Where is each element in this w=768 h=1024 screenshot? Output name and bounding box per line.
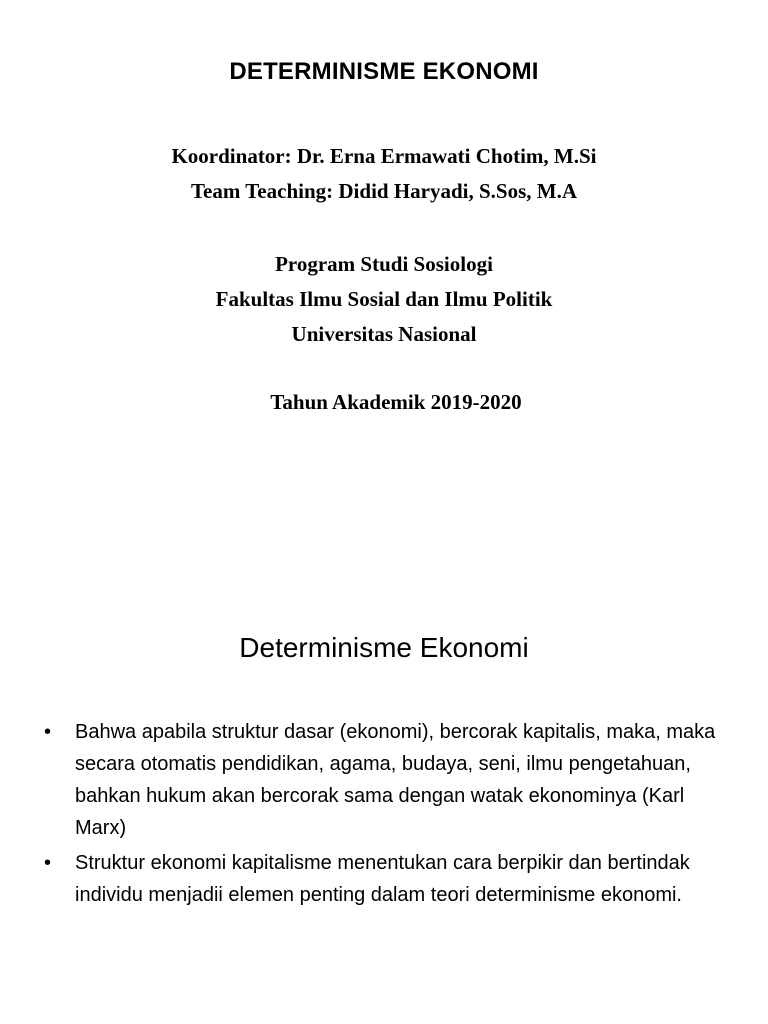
bullet-text: Struktur ekonomi kapitalisme menentukan cara berpikir dan bertindak individu menjadii elemen penting dalam teori determinisme ekonomi. <box>75 852 690 906</box>
bullet-list <box>44 716 734 914</box>
university-line: Universitas Nasional <box>291 322 477 346</box>
faculty-line: Fakultas Ilmu Sosial dan Ilmu Politik <box>215 287 553 311</box>
program-line: Program Studi Sosiologi <box>275 252 493 276</box>
bullet-icon: • <box>44 852 52 874</box>
bullet-text: Bahwa apabila struktur dasar (ekonomi), bercorak kapitalis, maka, maka secara otomatis pendidikan, agama, budaya, seni, ilmu pengetahuan, bahkan hukum akan bercorak sama dengan watak ekonominya (Karl Marx) <box>75 721 716 839</box>
team-teaching-line: Team Teaching: Didid Haryadi, S.Sos, M.A <box>190 179 578 203</box>
academic-year-line: Tahun Akademik 2019-2020 <box>270 390 522 414</box>
koordinator-line: Koordinator: Dr. Erna Ermawati Chotim, M.Si <box>171 144 597 168</box>
bullet-item <box>44 716 734 844</box>
bullet-icon: • <box>44 721 52 743</box>
bullet-item <box>44 847 734 911</box>
content-slide <box>0 576 768 1024</box>
slide-title: DETERMINISME EKONOMI <box>229 58 539 85</box>
slide-heading: Determinisme Ekonomi <box>239 632 529 663</box>
